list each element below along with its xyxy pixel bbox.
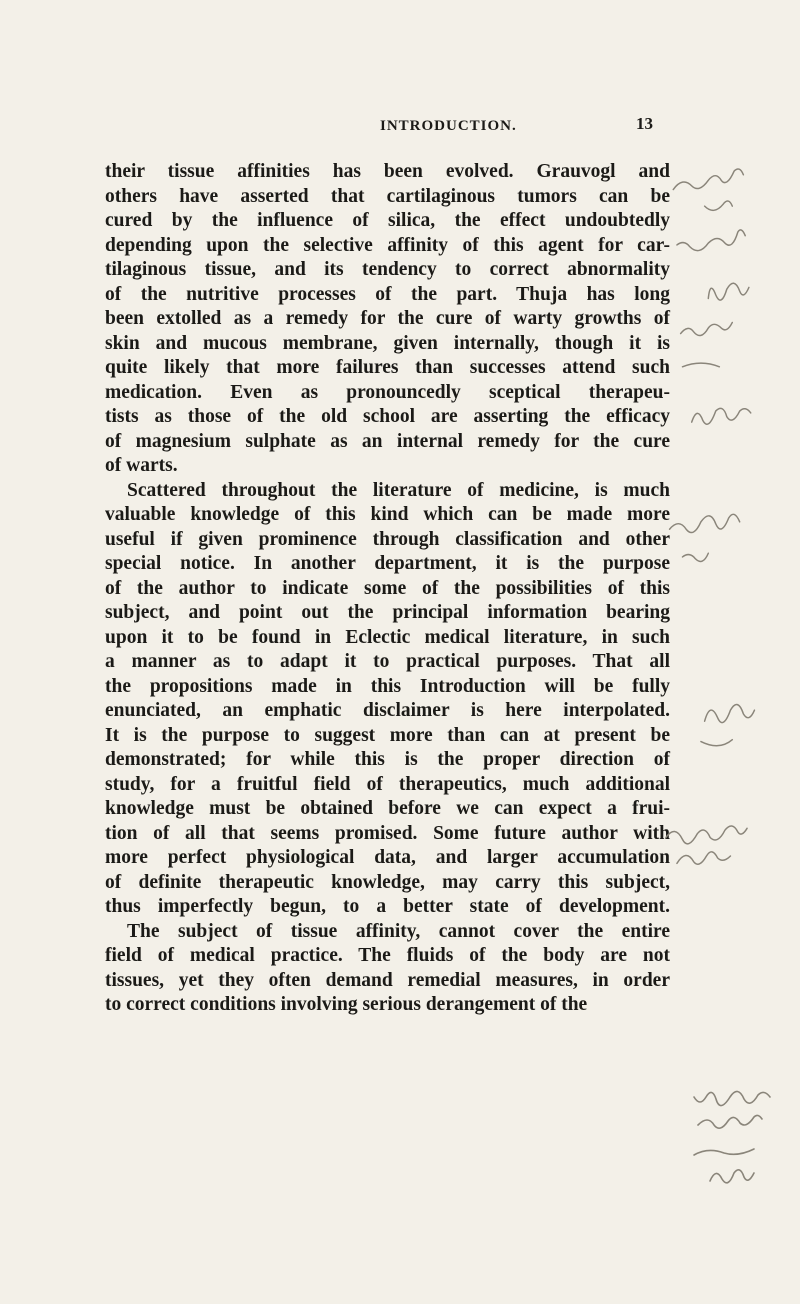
text-line: tion of all that seems promised. Some future author with — [105, 822, 670, 844]
text-line: of the nutritive processes of the part. Thuja has long — [105, 283, 670, 305]
margin-scribble — [708, 283, 749, 300]
margin-scribble — [666, 826, 747, 844]
margin-scribble — [705, 201, 733, 210]
text-line: Scattered throughout the literature of medicine, is much — [127, 479, 670, 501]
margin-scribble — [681, 322, 733, 335]
margin-scribble — [670, 514, 740, 532]
text-line: of warts. — [105, 455, 178, 476]
text-line: upon it to be found in Eclectic medical literature, in such — [105, 626, 670, 648]
margin-scribble — [698, 1115, 762, 1128]
text-line: knowledge must be obtained before we can expect a frui- — [105, 798, 670, 819]
margin-scribble — [692, 408, 751, 424]
body-text — [105, 160, 670, 1018]
margin-scribble — [710, 1170, 754, 1183]
margin-scribble — [705, 705, 755, 723]
text-line: The subject of tissue affinity, cannot cover the entire — [127, 920, 670, 942]
margin-scribble — [677, 852, 731, 864]
text-line: of the author to indicate some of the possibilities of this — [105, 577, 670, 599]
margin-scribble — [682, 363, 719, 367]
text-line: tissues, yet they often demand remedial measures, in order — [105, 969, 670, 991]
text-line: others have asserted that cartilaginous tumors can be — [105, 185, 670, 207]
text-line: demonstrated; for while this is the proper direction of — [105, 749, 670, 770]
running-head: INTRODUCTION. — [380, 118, 517, 134]
margin-scribble — [694, 1149, 754, 1155]
text-line: tilaginous tissue, and its tendency to correct abnormality — [105, 259, 670, 280]
text-line: useful if given prominence through classification and other — [105, 528, 670, 550]
text-line: depending upon the selective affinity of this agent for car- — [105, 234, 670, 256]
text-line: more perfect physiological data, and larger accumulation — [105, 847, 670, 868]
text-line: a manner as to adapt it to practical purposes. That all — [105, 651, 670, 672]
text-line: cured by the influence of silica, the effect undoubtedly — [105, 210, 670, 231]
text-line: of definite therapeutic knowledge, may carry this subject, — [105, 871, 670, 893]
text-line: It is the purpose to suggest more than can at present be — [105, 724, 670, 746]
margin-scribble — [701, 740, 732, 746]
text-line: medication. Even as pronouncedly sceptical therapeu- — [105, 381, 670, 403]
text-line: their tissue affinities has been evolved. Grauvogl and — [105, 161, 670, 182]
margin-scribble — [682, 553, 708, 561]
text-line: quite likely that more failures than successes attend such — [105, 357, 670, 378]
text-line: the propositions made in this Introduction will be fully — [105, 675, 670, 697]
handwritten-margin-notes — [664, 160, 784, 880]
text-line: been extolled as a remedy for the cure of warty growths of — [105, 308, 670, 329]
text-line: of magnesium sulphate as an internal remedy for the cure — [105, 430, 670, 452]
margin-scribble — [694, 1091, 770, 1105]
handwritten-margin-notes-lower — [664, 1085, 794, 1205]
margin-scribble — [673, 169, 743, 190]
text-line: special notice. In another department, it is the purpose — [105, 553, 670, 574]
text-line: enunciated, an emphatic disclaimer is here interpolated. — [105, 700, 670, 721]
text-line: skin and mucous membrane, given internally, though it is — [105, 332, 670, 354]
margin-scribble — [677, 230, 745, 251]
text-line: study, for a fruitful field of therapeutics, much additional — [105, 773, 670, 795]
page-number: 13 — [636, 114, 653, 133]
text-line: valuable knowledge of this kind which can be made more — [105, 504, 670, 525]
text-line: thus imperfectly begun, to a better state of development. — [105, 896, 670, 917]
text-line: field of medical practice. The fluids of the body are not — [105, 945, 670, 966]
text-line: tists as those of the old school are asserting the efficacy — [105, 406, 670, 427]
text-line: to correct conditions involving serious derangement of the — [105, 994, 588, 1015]
text-line: subject, and point out the principal information bearing — [105, 602, 670, 623]
